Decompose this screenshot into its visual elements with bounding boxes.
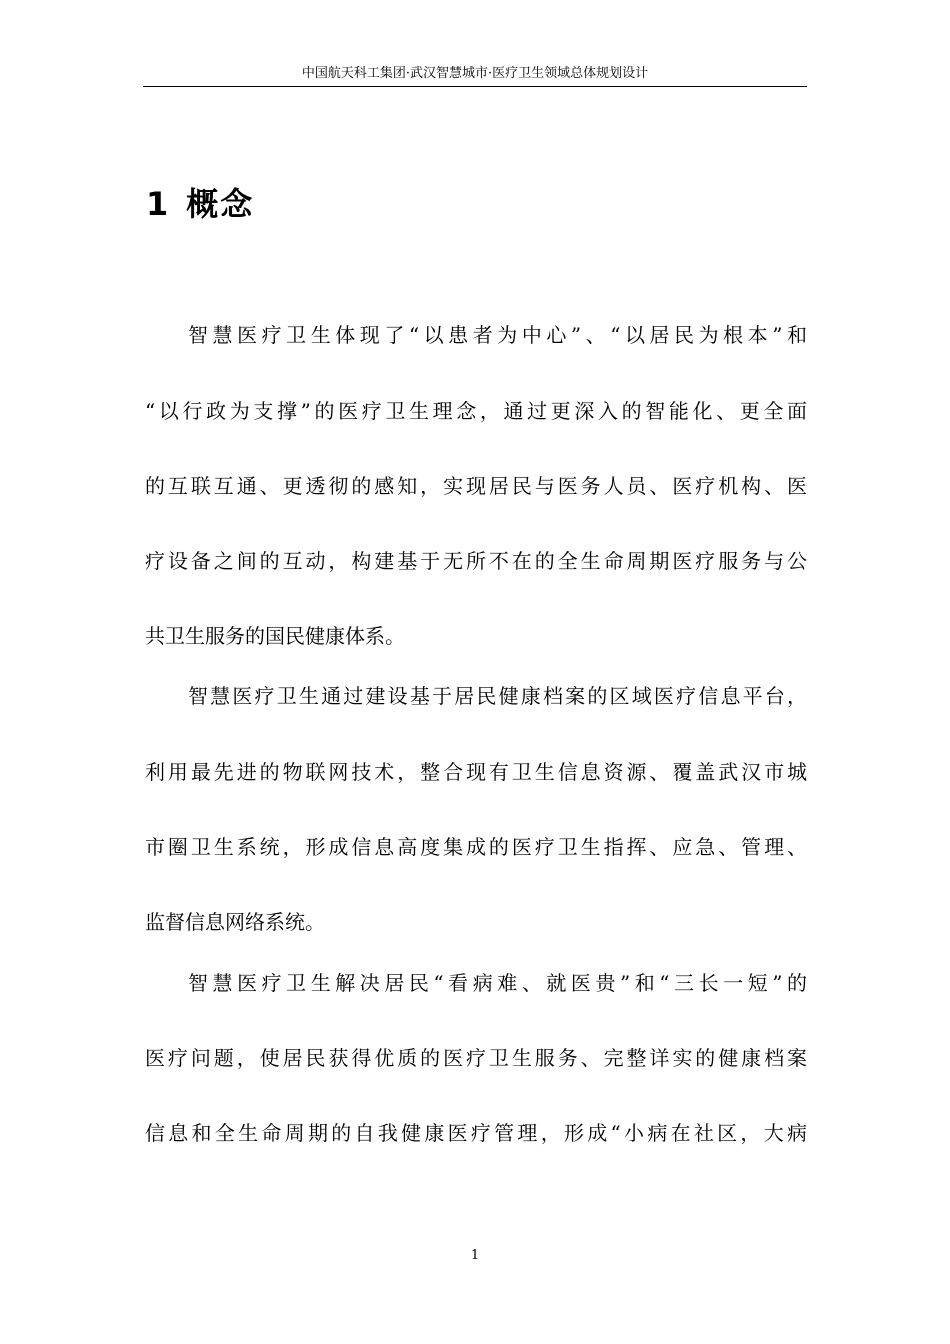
- paragraph-2-line-3: 市圈卫生系统，形成信息高度集成的医疗卫生指挥、应急、管理、: [145, 835, 807, 859]
- header-rule: [143, 86, 807, 87]
- paragraph-2-line-4: 监督信息网络系统。: [145, 910, 325, 934]
- paragraph-3-line-1: 智慧医疗卫生解决居民“看病难、就医贵”和“三长一短”的: [188, 971, 807, 995]
- paragraph-1-line-3: 的互联互通、更透彻的感知，实现居民与医务人员、医疗机构、医: [145, 474, 807, 498]
- paragraph-1-line-4: 疗设备之间的互动，构建基于无所不在的全生命周期医疗服务与公: [145, 549, 807, 573]
- running-header: 中国航天科工集团·武汉智慧城市·医疗卫生领域总体规划设计: [301, 66, 649, 81]
- paragraph-1-line-1: 智慧医疗卫生体现了“以患者为中心”、“以居民为根本”和: [188, 323, 807, 347]
- paragraph-1-line-5: 共卫生服务的国民健康体系。: [145, 624, 405, 648]
- paragraph-1-line-2: “以行政为支撑”的医疗卫生理念，通过更深入的智能化、更全面: [145, 399, 807, 423]
- chapter-heading: [146, 184, 254, 224]
- paragraph-2-line-2: 利用最先进的物联网技术，整合现有卫生信息资源、覆盖武汉市城: [145, 760, 807, 784]
- paragraph-3-line-3: 信息和全生命周期的自我健康医疗管理，形成“小病在社区，大病: [145, 1121, 807, 1145]
- paragraph-2-line-1: 智慧医疗卫生通过建设基于居民健康档案的区域医疗信息平台，: [188, 684, 807, 708]
- chapter-number: 1: [146, 185, 171, 223]
- chapter-title: 概念: [186, 185, 255, 223]
- page-number: 1: [470, 1248, 480, 1263]
- paragraph-3-line-2: 医疗问题，使居民获得优质的医疗卫生服务、完整详实的健康档案: [145, 1046, 807, 1070]
